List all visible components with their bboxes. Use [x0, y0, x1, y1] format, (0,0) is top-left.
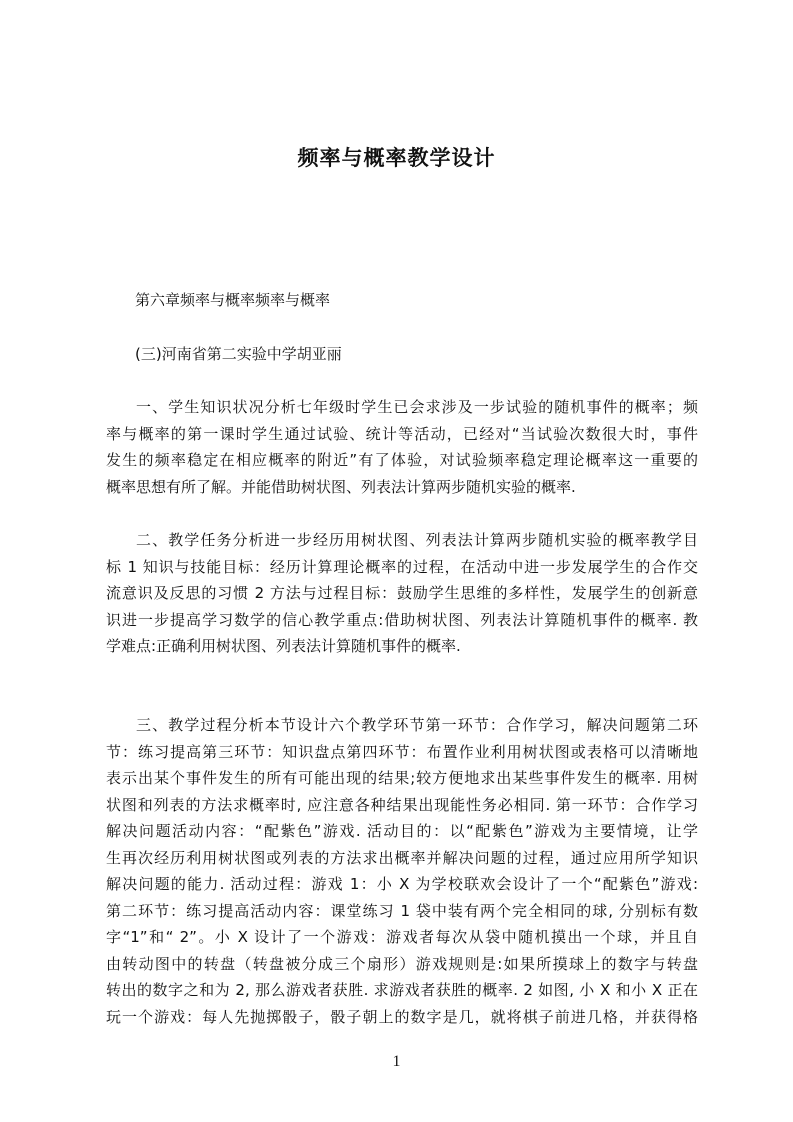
paragraph-line: 第二环节：练习提高活动内容：课堂练习 1 袋中装有两个完全相同的球, 分别标有数 — [106, 901, 698, 920]
author-line: (三)河南省第二实验中学胡亚丽 — [135, 345, 342, 363]
paragraph-line: 生再次经历利用树状图或列表的方法求出概率并解决问题的过程，通过应用所学知识 — [106, 848, 698, 867]
paragraph-line: 率与概率的第一课时学生通过试验、统计等活动，已经对“当试验次数很大时，事件 — [106, 424, 698, 443]
paragraph-line: 二、教学任务分析进一步经历用树状图、列表法计算两步随机实验的概率教学目 — [136, 531, 698, 549]
paragraph-line: 状图和列表的方法求概率时, 应注意各种结果出现能性务必相同. 第一环节：合作学习 — [106, 795, 698, 814]
paragraph-2 — [106, 527, 698, 660]
paragraph-line: 流意识及反思的习惯 2 方法与过程目标：鼓励学生思维的多样性，发展学生的创新意 — [106, 584, 698, 602]
paragraph-line: 学难点:正确利用树状图、列表法计算随机事件的概率. — [106, 637, 461, 655]
paragraph-1 — [106, 394, 698, 500]
paragraph-line: 一、学生知识状况分析七年级时学生已会求涉及一步试验的随机事件的概率；频 — [136, 398, 698, 416]
paragraph-line: 标 1 知识与技能目标：经历计算理论概率的过程，在活动中进一步发展学生的合作交 — [106, 557, 698, 576]
chapter-line: 第六章频率与概率频率与概率 — [135, 291, 331, 309]
paragraph-line: 由转动图中的转盘（转盘被分成三个扇形）游戏规则是:如果所摸球上的数字与转盘 — [106, 954, 698, 973]
paragraph-line: 节：练习提高第三环节：知识盘点第四环节：布置作业利用树状图或表格可以清晰地 — [106, 742, 698, 761]
paragraph-line: 发生的频率稳定在相应概率的附近”有了体验，对试验频率稳定理论概率这一重要的 — [106, 451, 698, 469]
paragraph-line: 表示出某个事件发生的所有可能出现的结果;较方便地求出某些事件发生的概率. 用树 — [106, 769, 698, 787]
document-title: 频率与概率教学设计 — [297, 146, 496, 170]
paragraph-line: 解决问题的能力. 活动过程：游戏 1：小 X 为学校联欢会设计了一个“配紫色”游戏: — [106, 875, 698, 893]
paragraph-3 — [106, 712, 698, 1030]
paragraph-line: 解决问题活动内容：“配紫色”游戏. 活动目的：以“配紫色”游戏为主要情境，让学 — [106, 822, 698, 840]
paragraph-line: 识进一步提高学习数学的信心教学重点:借助树状图、列表法计算随机事件的概率. 教 — [106, 610, 698, 629]
page-number: 1 — [392, 1053, 401, 1070]
paragraph-line: 转出的数字之和为 2, 那么游戏者获胜. 求游戏者获胜的概率. 2 如图, 小 X 和小 X 正在 — [106, 981, 698, 999]
paragraph-line: 三、教学过程分析本节设计六个教学环节第一环节：合作学习，解决问题第二环 — [136, 716, 698, 734]
paragraph-line: 字“1”和“ 2”。小 X 设计了一个游戏：游戏者每次从袋中随机摸出一个球，并且自 — [106, 928, 698, 946]
paragraph-line: 玩一个游戏：每人先抛掷骰子，骰子朝上的数字是几，就将棋子前进几格，并获得格 — [106, 1007, 698, 1026]
paragraph-line: 概率思想有所了解。并能借助树状图、列表法计算两步随机实验的概率. — [106, 477, 576, 496]
